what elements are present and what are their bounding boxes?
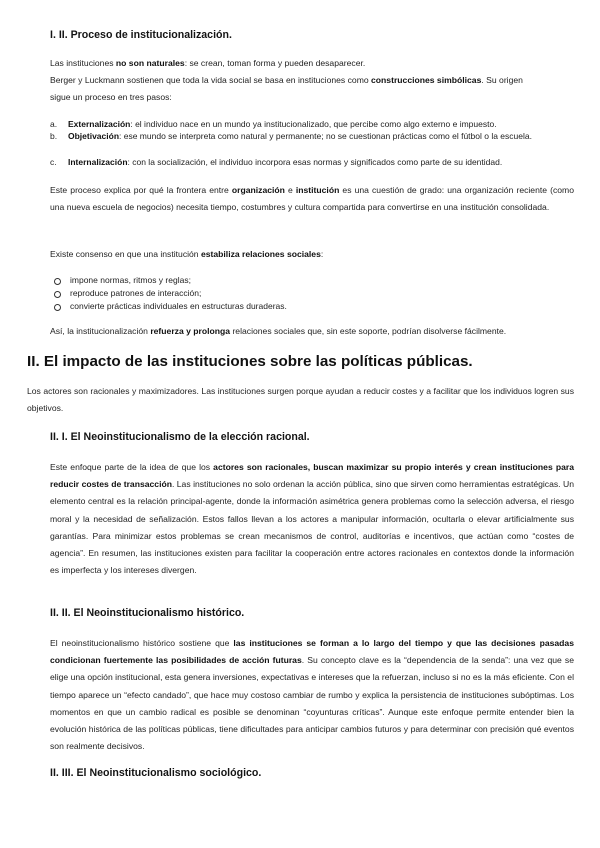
list-item: impone normas, ritmos y reglas;: [52, 275, 572, 287]
section-heading-proceso: I. II. Proceso de institucionalización.: [50, 29, 232, 41]
chapter-heading-impacto: II. El impacto de las instituciones sobre las políticas públicas.: [27, 353, 473, 370]
list-item: reproduce patrones de interacción;: [52, 288, 572, 300]
list-item: c. Internalización: con la socialización, el individuo incorpora esas normas y significados como parte de su identidad.: [50, 157, 503, 167]
section-heading-sociologico: II. III. El Neoinstitucionalismo sociológico.: [50, 767, 262, 779]
list-item: a. Externalización: el individuo nace en un mundo ya institucionalizado, que percibe como algo externo e impuesto.: [50, 119, 497, 129]
bullet-icon: [54, 278, 61, 285]
list-item: b. Objetivación: ese mundo se interpreta como natural y permanente; no se cuestionan prácticas como el fútbol o la escuela.: [50, 131, 532, 141]
section-heading-historico: II. II. El Neoinstitucionalismo histórico.: [50, 607, 245, 619]
paragraph-frontera: Este proceso explica por qué la frontera entre organización e institución es una cuestión de grado: una organización reciente (como una nueva escuela de negocios) necesita tiempo, costumbres y cultura compartida para convertirse en una institución consolidada.: [50, 185, 574, 213]
list-item: convierte prácticas individuales en estructuras duraderas.: [52, 301, 572, 313]
paragraph-historico: El neoinstitucionalismo histórico sostiene que las instituciones se forman a lo largo del tiempo y que las decisiones pasadas condicionan fuertemente las posibilidades de acción futuras. Su concepto clave es la “dependencia de la senda”: una vez que se elige una opción institucional, esta genera inversiones, expectativas e intereses que la refuerzan, incluso si no es la más eficiente. Con el tiempo aparece un “efecto candado”, que hace muy costoso cambiar de rumbo y explica la persistencia de instituciones subóptimas. Los momentos en que un cambio radical es posible se denominan “coyunturas críticas”. Aunque este enfoque permite entender bien la evolución histórica de las políticas públicas, tiene dificultades para anticipar cambios futuros y para determinar con precisión qué eventos son realmente decisivos.: [50, 638, 574, 752]
bullet-icon: [54, 304, 61, 311]
paragraph-asi: Así, la institucionalización refuerza y prolonga relaciones sociales que, sin este soporte, podrían disolverse fácilmente.: [50, 326, 507, 336]
section-heading-racional: II. I. El Neoinstitucionalismo de la elección racional.: [50, 431, 310, 443]
paragraph-actores: Los actores son racionales y maximizadores. Las instituciones surgen porque ayudan a reducir costes y a facilitar que los individuos logren sus objetivos.: [27, 386, 574, 414]
paragraph-intro: Las instituciones no son naturales: se crean, toman forma y pueden desaparecer. Berger y Luckmann sostienen que toda la vida social se basa en instituciones como construcciones simbólicas. Su origen sigue un proceso en tres pasos:: [50, 58, 523, 103]
paragraph-racional: Este enfoque parte de la idea de que los actores son racionales, buscan maximizar su propio interés y crean instituciones para reducir costes de transacción. Las instituciones no solo ordenan la acción pública, sino que sirven como herramientas estratégicas. Un elemento central es la relación principal-agente, donde la información asimétrica genera problemas como la selección adversa, el riesgo moral y la necesidad de señalización. Estos fallos llevan a los actores a manipular información, ocultarla o elevar artificialmente sus garantías. Para minimizar estos problemas se crean mecanismos de control, auditorías e incentivos, que actúan como “costes de agencia”. En resumen, las instituciones existen para facilitar la cooperación entre actores racionales en contextos donde la información es imperfecta y los intereses divergen.: [50, 462, 575, 576]
paragraph-consenso: Existe consenso en que una institución estabiliza relaciones sociales:: [50, 249, 324, 259]
bullet-icon: [54, 291, 61, 298]
